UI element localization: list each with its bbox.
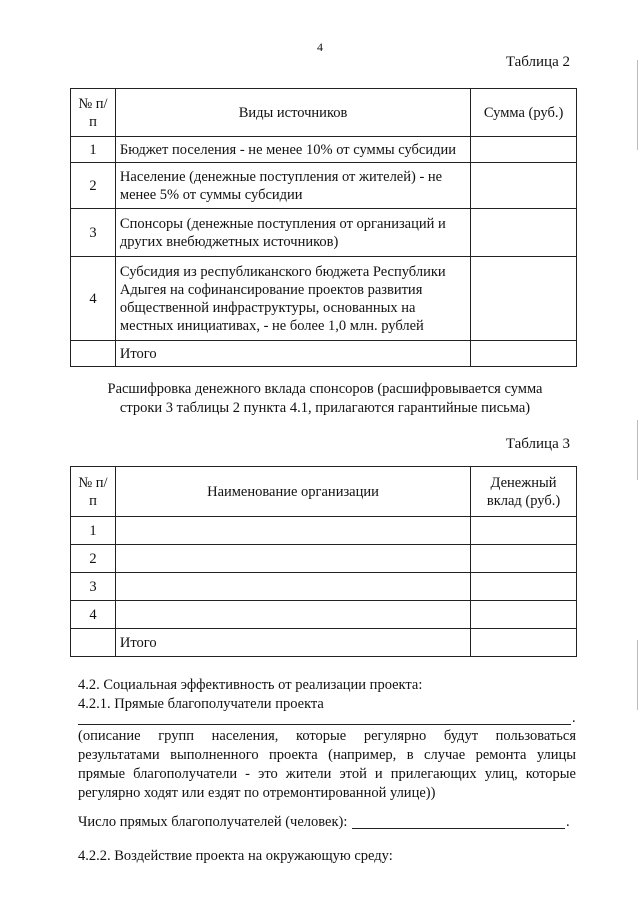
beneficiaries-count-line xyxy=(352,828,565,829)
table-row xyxy=(71,517,577,545)
header-contribution: Денежный вклад (руб.) xyxy=(471,467,577,517)
line-end-period: . xyxy=(572,710,576,726)
beneficiaries-line xyxy=(78,724,571,725)
section-heading: 4.2. Социальная эффективность от реализации проекта: xyxy=(78,677,423,693)
header-sum: Сумма (руб.) xyxy=(471,89,577,137)
row-source: Бюджет поселения - не менее 10% от суммы субсидии xyxy=(115,137,470,163)
sponsors-table xyxy=(70,466,577,657)
scan-edge-mark xyxy=(637,60,638,150)
beneficiaries-count-label: Число прямых благополучателей (человек): xyxy=(78,814,348,830)
total-num xyxy=(71,341,116,367)
table-total-row xyxy=(71,629,577,657)
row-num: 2 xyxy=(71,163,116,209)
sponsor-note: Расшифровка денежного вклада спонсоров (расшифровывается сумма строки 3 таблицы 2 пункта 4.1, прилагаются гарантийные письма) xyxy=(107,381,543,416)
page-number: 4 xyxy=(317,40,323,54)
beneficiaries-description: (описание групп населения, которые регулярно будут пользоваться результатами выполненного проекта (например, в случае ремонта улицы прямые благополучатели - это жители этой и прилегающих улиц, которые регулярно ходят или ездят по отремонтированной улице)) xyxy=(78,728,576,801)
table-row xyxy=(71,137,577,163)
scan-edge-mark xyxy=(637,640,638,710)
row-num: 4 xyxy=(71,257,116,341)
table3-caption: Таблица 3 xyxy=(505,436,570,452)
row-sum xyxy=(471,257,577,341)
row-organization xyxy=(115,545,470,573)
row-num: 3 xyxy=(71,573,116,601)
scan-edge-mark xyxy=(637,420,638,480)
table-header-row xyxy=(71,89,577,137)
row-num: 1 xyxy=(71,517,116,545)
total-contribution xyxy=(471,629,577,657)
header-num: № п/п xyxy=(71,89,116,137)
row-num: 4 xyxy=(71,601,116,629)
total-sum xyxy=(471,341,577,367)
row-organization xyxy=(115,573,470,601)
table-header-row xyxy=(71,467,577,517)
count-end-period: . xyxy=(566,814,570,830)
row-num: 1 xyxy=(71,137,116,163)
row-contribution xyxy=(471,545,577,573)
table2-caption: Таблица 2 xyxy=(505,54,570,70)
row-num: 2 xyxy=(71,545,116,573)
table-row xyxy=(71,573,577,601)
row-contribution xyxy=(471,573,577,601)
row-sum xyxy=(471,137,577,163)
row-organization xyxy=(115,517,470,545)
total-label: Итого xyxy=(115,629,470,657)
row-source: Субсидия из республиканского бюджета Республики Адыгея на софинансирование проектов развития общественной инфраструктуры, основанных на местных инициативах, - не более 1,0 млн. рублей xyxy=(115,257,470,341)
header-organization: Наименование организации xyxy=(115,467,470,517)
table-row xyxy=(71,601,577,629)
row-sum xyxy=(471,163,577,209)
total-label: Итого xyxy=(115,341,470,367)
table-row xyxy=(71,545,577,573)
subsection-heading: 4.2.1. Прямые благополучатели проекта xyxy=(78,696,324,712)
header-source-type: Виды источников xyxy=(115,89,470,137)
table-total-row xyxy=(71,341,577,367)
row-organization xyxy=(115,601,470,629)
header-num: № п/п xyxy=(71,467,116,517)
table-row xyxy=(71,163,577,209)
row-source: Спонсоры (денежные поступления от организаций и других внебюджетных источников) xyxy=(115,209,470,257)
row-contribution xyxy=(471,517,577,545)
table-row xyxy=(71,257,577,341)
table-row xyxy=(71,209,577,257)
subsection-heading: 4.2.2. Воздействие проекта на окружающую среду: xyxy=(78,848,393,864)
row-source: Население (денежные поступления от жителей) - не менее 5% от суммы субсидии xyxy=(115,163,470,209)
row-num: 3 xyxy=(71,209,116,257)
row-sum xyxy=(471,209,577,257)
sources-table xyxy=(70,88,577,367)
total-num xyxy=(71,629,116,657)
row-contribution xyxy=(471,601,577,629)
